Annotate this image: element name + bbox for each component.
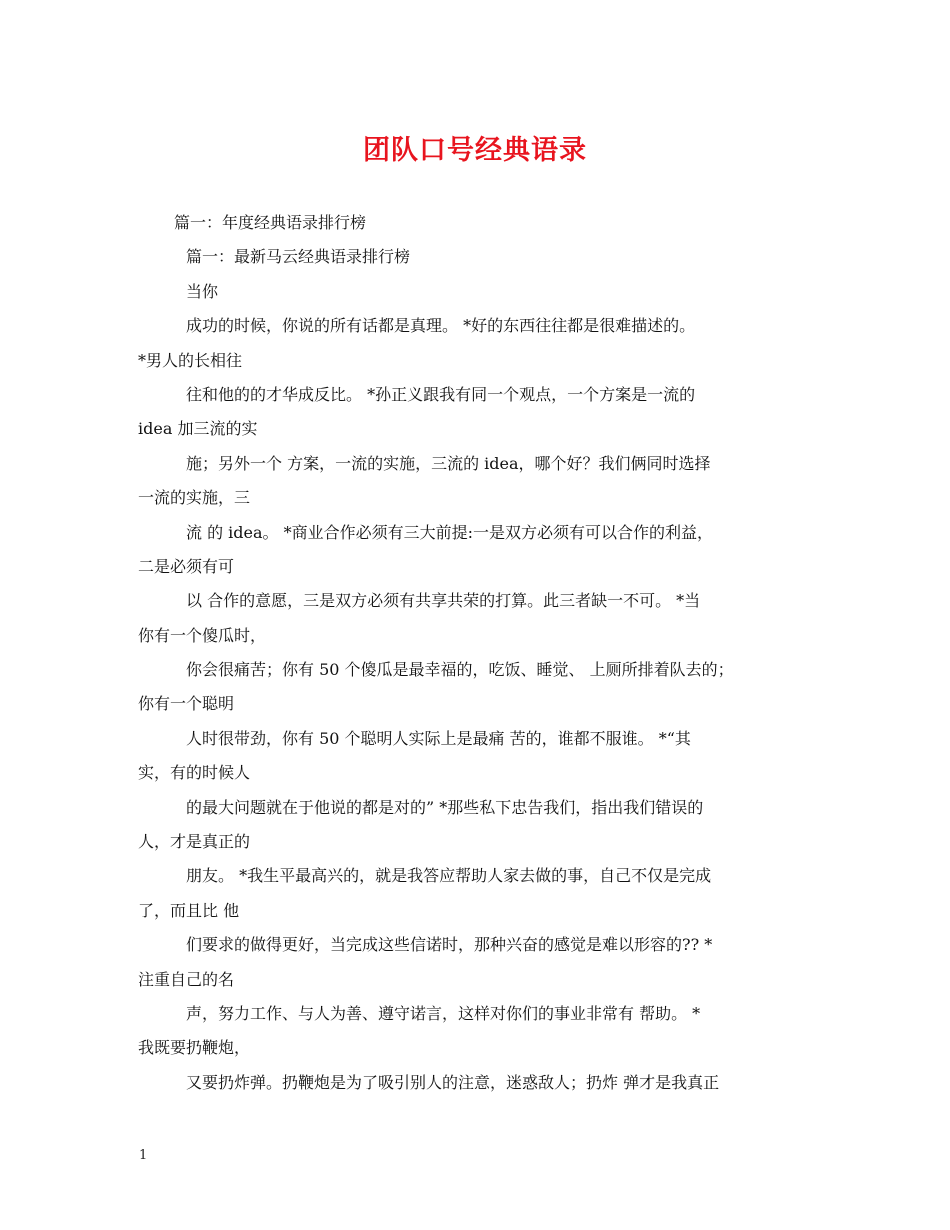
paragraph-line: 人时很带劲，你有 50 个聪明人实际上是最痛 苦的，谁都不服谁。 *“其: [186, 728, 691, 748]
paragraph-line: 你有一个傻瓜时，: [138, 625, 267, 645]
paragraph-line: idea 加三流的实: [138, 419, 258, 439]
paragraph-line: 当你: [186, 281, 219, 301]
paragraph-line: 二是必须有可: [138, 556, 235, 576]
paragraph-line: 人，才是真正的: [138, 832, 251, 852]
paragraph-line: 我既要扔鞭炮，: [138, 1038, 251, 1058]
paragraph-line: 的最大问题就在于他说的都是对的” *那些私下忠告我们，指出我们错误的: [186, 797, 704, 817]
section-heading: 篇一：年度经典语录排行榜: [174, 213, 367, 232]
paragraph-line: 们要求的做得更好，当完成这些信诺时，那种兴奋的感觉是难以形容的?? *: [186, 935, 713, 955]
paragraph-line: 朋友。 *我生平最高兴的，就是我答应帮助人家去做的事，自己不仅是完成: [186, 866, 712, 886]
page-number: 1: [139, 1148, 148, 1163]
document-title: 团队口号经典语录: [363, 135, 587, 166]
paragraph-line: 流 的 idea。 *商业合作必须有三大前提:一是双方必须有可以合作的利益，: [186, 522, 714, 542]
document-body: [138, 206, 818, 1100]
paragraph-line: 实，有的时候人: [138, 763, 251, 783]
paragraph-line: 施；另外一个 方案，一流的实施，三流的 idea，哪个好？我们俩同时选择: [186, 453, 711, 473]
paragraph-line: 声，努力工作、与人为善、遵守诺言，这样对你们的事业非常有 帮助。 *: [186, 1003, 701, 1023]
paragraph-line: 一流的实施，三: [138, 488, 251, 508]
paragraph-line: 以 合作的意愿，三是双方必须有共享共荣的打算。此三者缺一不可。 *当: [186, 591, 701, 611]
paragraph-line: 又要扔炸弹。扔鞭炮是为了吸引别人的注意，迷惑敌人；扔炸 弹才是我真正: [186, 1072, 720, 1092]
paragraph-line: *男人的长相往: [138, 350, 243, 370]
sub-heading: 篇一：最新马云经典语录排行榜: [186, 247, 411, 267]
paragraph-line: 往和他的的才华成反比。 *孙正义跟我有同一个观点，一个方案是一流的: [186, 384, 696, 404]
paragraph-line: 注重自己的名: [138, 969, 235, 989]
paragraph-line: 你有一个聪明: [138, 694, 235, 714]
paragraph-line: 了，而且比 他: [138, 900, 240, 920]
paragraph-line: 成功的时候，你说的所有话都是真理。 *好的东西往往都是很难描述的。: [186, 316, 696, 336]
paragraph-line: 你会很痛苦；你有 50 个傻瓜是最幸福的，吃饭、睡觉、 上厕所排着队去的；: [186, 660, 734, 680]
